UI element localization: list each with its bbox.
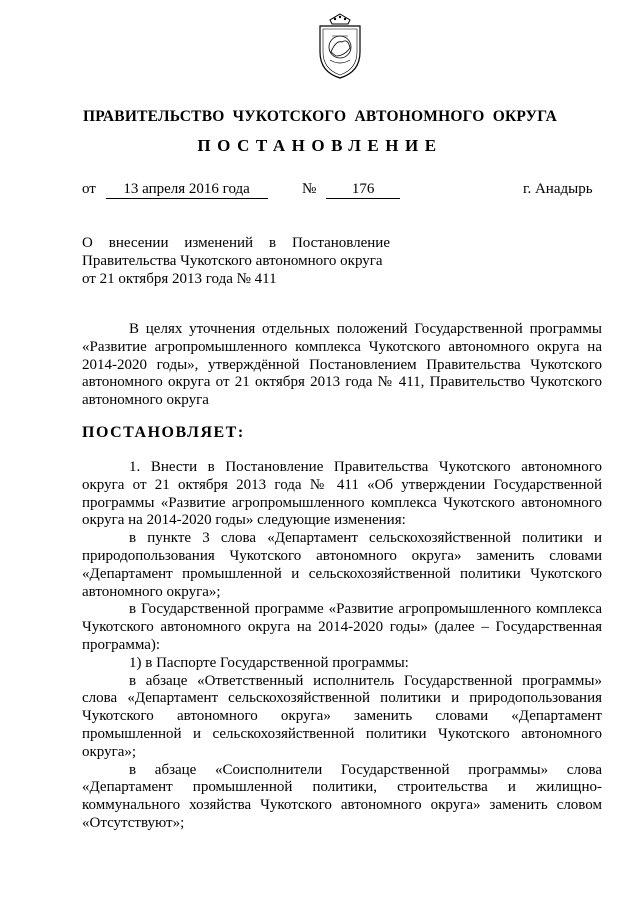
subject-line-2: Правительства Чукотского автономного округа xyxy=(82,253,383,269)
paragraph: 1. Внести в Постановление Правительства Чукотского автономного округа от 21 октября 2013 года № 411 «Об утверждении Государственной программы «Развитие агропромышленного комплекса Чукотского автономного округа на 2014-2020 годы» следующие изменения: xyxy=(82,459,602,529)
number-label: № xyxy=(302,181,317,197)
subject-line-3: от 21 октября 2013 года № 411 xyxy=(82,271,277,287)
paragraph: 1) в Паспорте Государственной программы: xyxy=(129,654,409,671)
paragraph: в Государственной программе «Развитие агропромышленного комплекса Чукотского автономного округа на 2014-2020 годы» (далее – Государственная программа): xyxy=(82,601,602,653)
paragraph: в пункте 3 слова «Департамент сельскохозяйственной политики и природопользования Чукотского автономного округа» заменить словами «Департамент промышленной и сельскохозяйственной политики Чукотского автономного округа»; xyxy=(82,530,602,600)
preamble xyxy=(82,321,602,410)
number-value: 176 xyxy=(326,181,400,199)
coat-of-arms-icon xyxy=(310,12,370,80)
paragraph: в абзаце «Соисполнители Государственной программы» слова «Департамент промышленной политики, строительства и жилищно-коммунального хозяйства Чукотского автономного округа» заменить словом «Отсутствуют»; xyxy=(82,761,602,831)
preamble-text: В целях уточнения отдельных положений Государственной программы «Развитие агропромышленного комплекса Чукотского автономного округа на 2014-2020 годы», утверждённой Постановлением Правительства Чукотского автономного округа от 21 октября 2013 года № 411, Правительство Чукотского автономного округа xyxy=(82,321,602,409)
document-type: ПОСТАНОВЛЕНИЕ xyxy=(197,136,443,155)
city: г. Анадырь xyxy=(523,181,593,197)
subject-line-1: О внесении изменений в Постановление xyxy=(82,235,390,251)
document-subject xyxy=(82,234,390,288)
government-title: ПРАВИТЕЛЬСТВО ЧУКОТСКОГО АВТОНОМНОГО ОКРУГА xyxy=(82,108,558,125)
date-value: 13 апреля 2016 года xyxy=(106,181,268,199)
date-prefix: от xyxy=(82,181,96,197)
decree-word: ПОСТАНОВЛЯЕТ: xyxy=(82,424,245,441)
paragraph: в абзаце «Ответственный исполнитель Государственной программы» слова «Департамент сельскохозяйственной политики и природопользования Чукотского автономного округа» заменить словами «Департамент промышленной и сельскохозяйственной политики Чукотского автономного округа»; xyxy=(82,672,602,760)
number-field xyxy=(302,181,400,199)
date-field xyxy=(82,181,268,199)
decree-body xyxy=(82,459,602,833)
